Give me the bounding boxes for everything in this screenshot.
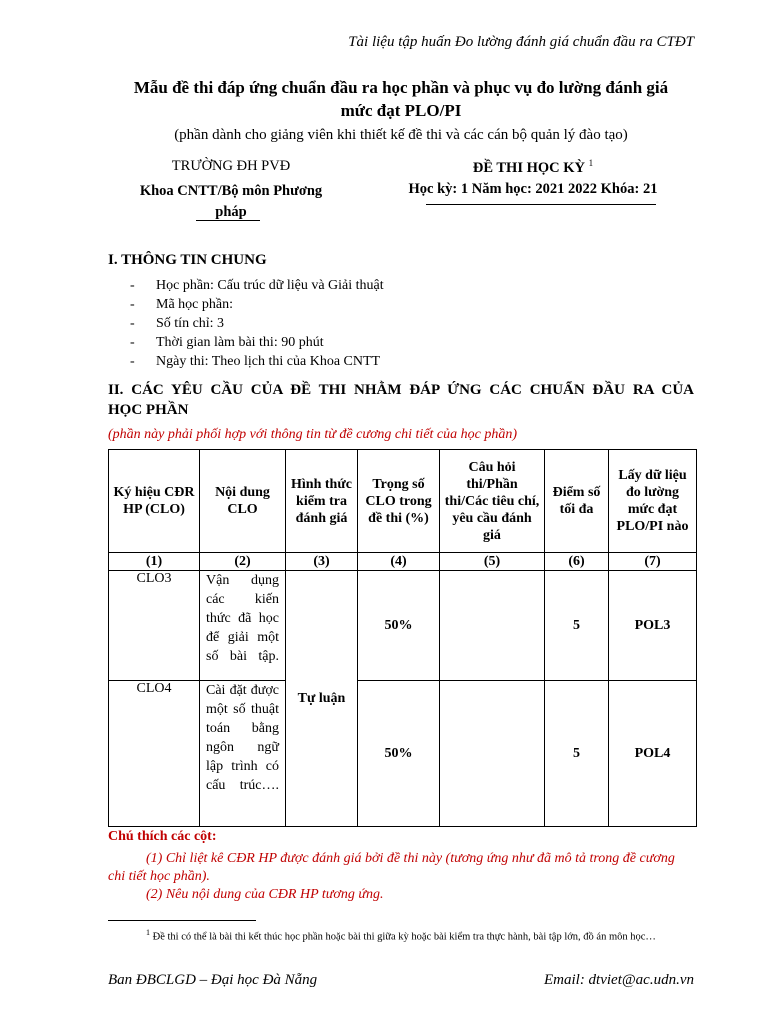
department-line-1: Khoa CNTT/Bộ môn Phương [139, 183, 323, 199]
footer-right: Email: dtviet@ac.udn.vn [543, 972, 694, 988]
note-2: (2) Nêu nội dung của CĐR HP tương ứng. [146, 887, 384, 902]
title-line-1: Mẫu đề thi đáp ứng chuẩn đầu ra học phần và phục vụ đo lường đánh giá [133, 78, 669, 97]
section-2-title-line-2: HỌC PHẦN [108, 402, 189, 418]
clo-code-cell: CLO3 [109, 571, 200, 681]
column-number: (2) [200, 553, 286, 571]
table-header-row [109, 450, 697, 553]
table-row [109, 681, 697, 827]
department-name [108, 181, 354, 223]
info-item-course-code: - Mã học phần: [130, 295, 384, 314]
section-2-title-line-1: II. CÁC YÊU CẦU CỦA ĐỀ THI NHẰM ĐÁP ỨNG CÁC CHUẨN ĐẦU RA CỦA [108, 382, 694, 398]
header-clo-content: Nội dung CLO [200, 450, 286, 553]
footnote-text: Đề thi có thể là bài thi kết thúc học phần hoặc bài thi giữa kỳ hoặc bài kiểm tra thực hành, bài tập lớn, đồ án môn học… [152, 931, 656, 943]
header-questions: Câu hỏi thi/Phần thi/Các tiêu chí, yêu cầu đánh giá [440, 450, 545, 553]
info-item-course: - Học phần: Cấu trúc dữ liệu và Giải thuật [130, 276, 384, 295]
column-number: (7) [609, 553, 697, 571]
column-number: (1) [109, 553, 200, 571]
column-number: (4) [358, 553, 440, 571]
header-plo-pi: Lấy dữ liệu đo lường mức đạt PLO/PI nào [609, 450, 697, 553]
title-line-2: mức đạt PLO/PI [340, 101, 462, 120]
section-2-title [108, 380, 694, 420]
table-row [109, 571, 697, 681]
document-subtitle: (phần dành cho giảng viên khi thiết kế đề thi và các cán bộ quản lý đào tạo) [174, 127, 628, 143]
plo-cell: POL4 [609, 681, 697, 827]
column-number: (5) [440, 553, 545, 571]
header-max-score: Điểm số tối đa [545, 450, 609, 553]
header-clo-code: Ký hiệu CĐR HP (CLO) [109, 450, 200, 553]
column-number: (6) [545, 553, 609, 571]
column-number: (3) [286, 553, 358, 571]
plo-cell: POL3 [609, 571, 697, 681]
school-name: TRƯỜNG ĐH PVĐ [171, 158, 291, 174]
column-number-row [109, 553, 697, 571]
questions-cell [440, 681, 545, 827]
exam-title-footnote-ref: 1 [588, 158, 594, 168]
page-footer [108, 972, 694, 989]
section-2-note: (phần này phải phối hợp với thông tin từ đề cương chi tiết của học phần) [108, 427, 518, 442]
exam-title-text: ĐỀ THI HỌC KỲ [472, 159, 585, 176]
clo-weight-cell: 50% [358, 681, 440, 827]
info-item-exam-date: - Ngày thi: Theo lịch thi của Khoa CNTT [130, 352, 384, 371]
notes-title: Chú thích các cột: [108, 829, 217, 844]
clo-content-cell: Cài đặt được một số thuật toán bằng ngôn ngữ lập trình có cấu trúc…. [200, 681, 286, 827]
exam-title [372, 158, 694, 177]
header-assessment-form: Hình thức kiểm tra đánh giá [286, 450, 358, 553]
info-item-duration: - Thời gian làm bài thi: 90 phút [130, 333, 384, 352]
max-score-cell: 5 [545, 571, 609, 681]
semester-underline [426, 204, 656, 205]
info-item-credits: - Số tín chỉ: 3 [130, 314, 384, 333]
general-info-list [130, 276, 384, 371]
department-line-2: pháp [215, 204, 247, 220]
footnote-separator [108, 920, 256, 921]
clo-content-cell: Vận dụng các kiến thức đã học để giải một số bài tập. [200, 571, 286, 681]
semester-line: Học kỳ: 1 Năm học: 2021 2022 Khóa: 21 [408, 181, 658, 197]
header-clo-weight: Trọng số CLO trong đề thi (%) [358, 450, 440, 553]
max-score-cell: 5 [545, 681, 609, 827]
header-note: Tài liệu tập huấn Đo lường đánh giá chuẩn đầu ra CTĐT [348, 34, 694, 50]
clo-code-cell: CLO4 [109, 681, 200, 827]
assessment-form-cell: Tự luận [286, 571, 358, 827]
note-1: (1) Chỉ liệt kê CĐR HP được đánh giá bởi đề thi này (tương ứng như đã mô tả trong đề cương chi tiết học phần). [108, 851, 675, 884]
department-underline [196, 220, 260, 221]
section-1-title: I. THÔNG TIN CHUNG [108, 252, 267, 268]
clo-table [108, 449, 697, 827]
footnote-mark: 1 [146, 928, 150, 937]
footer-left: Ban ĐBCLGD – Đại học Đà Nẵng [108, 972, 318, 988]
clo-weight-cell: 50% [358, 571, 440, 681]
footnote [108, 926, 694, 945]
questions-cell [440, 571, 545, 681]
document-title [108, 76, 694, 122]
